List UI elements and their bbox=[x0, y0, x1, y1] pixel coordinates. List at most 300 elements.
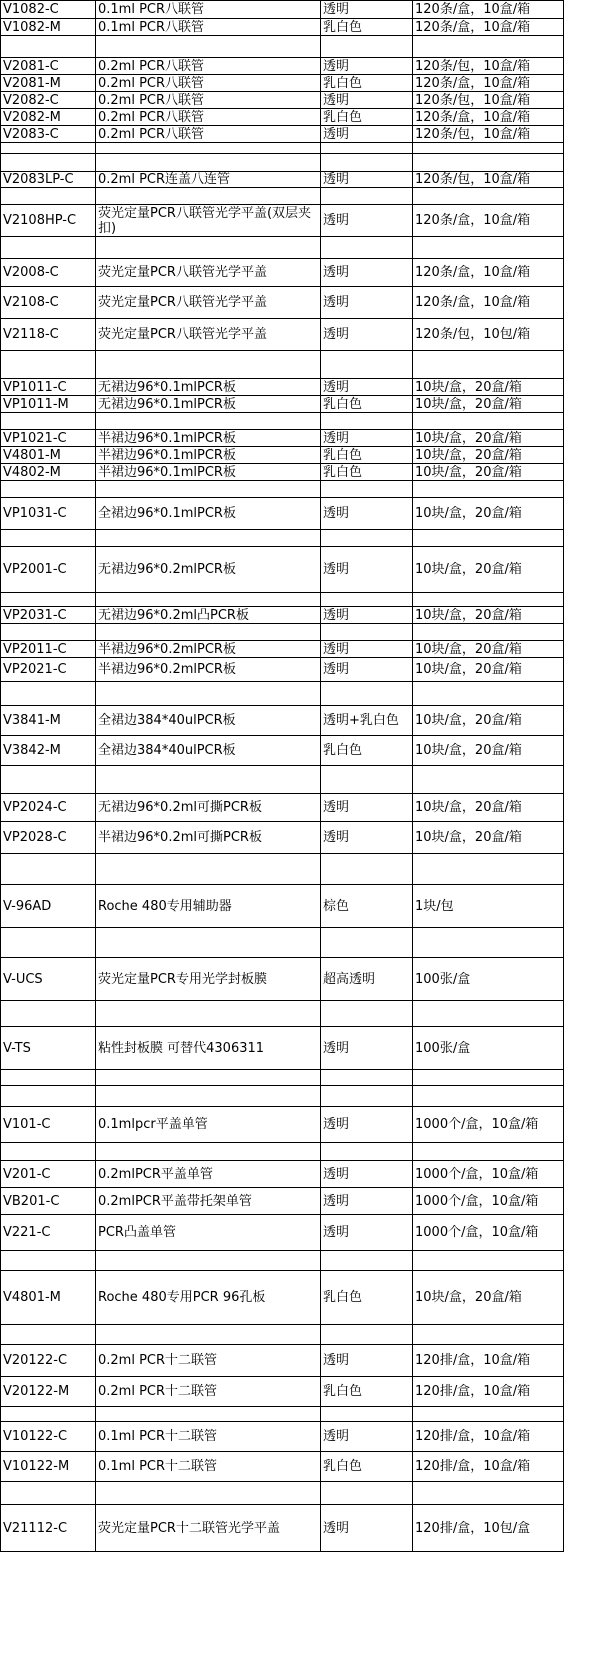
product-code-cell: V2081-M bbox=[1, 75, 96, 92]
packaging-cell bbox=[413, 766, 564, 794]
packaging-cell: 10块/盒，20盒/箱 bbox=[413, 607, 564, 624]
product-color-cell bbox=[321, 188, 413, 205]
product-rows bbox=[1, 1, 564, 1552]
product-color-cell bbox=[321, 530, 413, 547]
product-color-cell: 透明 bbox=[321, 607, 413, 624]
packaging-cell: 120条/包，10盒/箱 bbox=[413, 172, 564, 188]
product-code-cell: VP2011-C bbox=[1, 641, 96, 658]
product-color-cell: 乳白色 bbox=[321, 447, 413, 464]
table-row bbox=[1, 464, 564, 481]
packaging-cell: 120条/盒，10盒/箱 bbox=[413, 287, 564, 319]
product-color-cell bbox=[321, 237, 413, 259]
product-code-cell: V4802-M bbox=[1, 464, 96, 481]
product-name-cell: 0.1ml PCR十二联管 bbox=[96, 1422, 321, 1452]
empty-table-row bbox=[1, 1251, 564, 1271]
product-name-cell: 荧光定量PCR专用光学封板膜 bbox=[96, 958, 321, 1001]
packaging-cell: 10块/盒，20盒/箱 bbox=[413, 736, 564, 766]
product-name-cell bbox=[96, 188, 321, 205]
packaging-cell: 120条/包，10盒/箱 bbox=[413, 92, 564, 109]
empty-table-row bbox=[1, 237, 564, 259]
product-code-cell bbox=[1, 154, 96, 172]
product-color-cell: 透明 bbox=[321, 794, 413, 822]
product-code-cell: V1082-C bbox=[1, 1, 96, 19]
packaging-cell bbox=[413, 928, 564, 958]
packaging-cell bbox=[413, 1143, 564, 1161]
empty-table-row bbox=[1, 351, 564, 379]
product-name-cell bbox=[96, 237, 321, 259]
product-color-cell: 透明 bbox=[321, 172, 413, 188]
product-name-cell bbox=[96, 351, 321, 379]
empty-table-row bbox=[1, 593, 564, 607]
product-name-cell: Roche 480专用辅助器 bbox=[96, 885, 321, 928]
product-code-cell bbox=[1, 766, 96, 794]
packaging-cell bbox=[413, 154, 564, 172]
product-color-cell bbox=[321, 766, 413, 794]
empty-table-row bbox=[1, 1325, 564, 1345]
packaging-cell: 10块/盒，20盒/箱 bbox=[413, 498, 564, 530]
product-color-cell bbox=[321, 351, 413, 379]
packaging-cell bbox=[413, 1086, 564, 1107]
packaging-cell: 120条/盒，10盒/箱 bbox=[413, 109, 564, 126]
product-color-cell bbox=[321, 854, 413, 885]
product-color-cell: 透明 bbox=[321, 1161, 413, 1188]
table-row bbox=[1, 1377, 564, 1407]
table-row bbox=[1, 319, 564, 351]
empty-table-row bbox=[1, 1143, 564, 1161]
table-row bbox=[1, 885, 564, 928]
product-color-cell: 乳白色 bbox=[321, 736, 413, 766]
product-color-cell: 透明 bbox=[321, 822, 413, 854]
product-name-cell: 0.2ml PCR连盖八连管 bbox=[96, 172, 321, 188]
product-code-cell: V2118-C bbox=[1, 319, 96, 351]
product-name-cell: 0.1ml PCR八联管 bbox=[96, 1, 321, 19]
product-name-cell: 0.2mlPCR平盖单管 bbox=[96, 1161, 321, 1188]
product-name-cell: 半裙边96*0.1mlPCR板 bbox=[96, 430, 321, 447]
table-row bbox=[1, 607, 564, 624]
packaging-cell: 10块/盒，20盒/箱 bbox=[413, 430, 564, 447]
product-code-cell bbox=[1, 1482, 96, 1505]
packaging-cell bbox=[413, 1001, 564, 1027]
product-color-cell: 透明 bbox=[321, 1215, 413, 1251]
packaging-cell bbox=[413, 530, 564, 547]
product-color-cell bbox=[321, 1001, 413, 1027]
packaging-cell bbox=[413, 413, 564, 430]
product-code-cell: V101-C bbox=[1, 1107, 96, 1143]
table-row bbox=[1, 430, 564, 447]
table-row bbox=[1, 92, 564, 109]
product-code-cell: V2108HP-C bbox=[1, 205, 96, 237]
packaging-cell: 120条/包，10包/箱 bbox=[413, 319, 564, 351]
product-color-cell bbox=[321, 682, 413, 706]
empty-table-row bbox=[1, 143, 564, 154]
empty-table-row bbox=[1, 1407, 564, 1422]
packaging-cell: 120条/盒，10盒/箱 bbox=[413, 19, 564, 36]
table-row bbox=[1, 547, 564, 593]
table-row bbox=[1, 126, 564, 143]
product-color-cell: 透明 bbox=[321, 1, 413, 19]
product-color-cell: 乳白色 bbox=[321, 396, 413, 413]
product-color-cell: 超高透明 bbox=[321, 958, 413, 1001]
packaging-cell bbox=[413, 682, 564, 706]
product-name-cell: 半裙边96*0.1mlPCR板 bbox=[96, 464, 321, 481]
product-code-cell bbox=[1, 188, 96, 205]
product-name-cell bbox=[96, 624, 321, 641]
table-row bbox=[1, 1452, 564, 1482]
product-color-cell: 透明+乳白色 bbox=[321, 706, 413, 736]
product-code-cell: V2081-C bbox=[1, 58, 96, 75]
product-code-cell: VP1031-C bbox=[1, 498, 96, 530]
empty-table-row bbox=[1, 928, 564, 958]
product-code-cell: VB201-C bbox=[1, 1188, 96, 1215]
packaging-cell bbox=[413, 481, 564, 498]
product-name-cell: 0.2ml PCR十二联管 bbox=[96, 1377, 321, 1407]
product-code-cell: V20122-C bbox=[1, 1345, 96, 1377]
packaging-cell: 120条/盒，10盒/箱 bbox=[413, 259, 564, 287]
product-code-cell: V221-C bbox=[1, 1215, 96, 1251]
empty-table-row bbox=[1, 854, 564, 885]
product-color-cell: 透明 bbox=[321, 92, 413, 109]
product-color-cell: 透明 bbox=[321, 1505, 413, 1552]
product-code-cell bbox=[1, 481, 96, 498]
product-code-cell bbox=[1, 1086, 96, 1107]
product-code-cell bbox=[1, 1251, 96, 1271]
product-code-cell: VP2024-C bbox=[1, 794, 96, 822]
product-color-cell: 乳白色 bbox=[321, 19, 413, 36]
product-name-cell: 荧光定量PCR十二联管光学平盖 bbox=[96, 1505, 321, 1552]
product-code-cell: V2082-C bbox=[1, 92, 96, 109]
product-code-cell: V2082-M bbox=[1, 109, 96, 126]
empty-table-row bbox=[1, 154, 564, 172]
product-name-cell bbox=[96, 1001, 321, 1027]
table-row bbox=[1, 396, 564, 413]
product-code-cell bbox=[1, 624, 96, 641]
packaging-cell bbox=[413, 188, 564, 205]
product-color-cell: 乳白色 bbox=[321, 464, 413, 481]
product-name-cell: 0.2ml PCR八联管 bbox=[96, 109, 321, 126]
packaging-cell: 100张/盒 bbox=[413, 958, 564, 1001]
product-name-cell: 半裙边96*0.2mlPCR板 bbox=[96, 658, 321, 682]
product-name-cell: 粘性封板膜 可替代4306311 bbox=[96, 1027, 321, 1070]
product-name-cell: 荧光定量PCR八联管光学平盖(双层夹扣) bbox=[96, 205, 321, 237]
product-name-cell: 0.2ml PCR八联管 bbox=[96, 126, 321, 143]
packaging-cell: 10块/盒，20盒/箱 bbox=[413, 464, 564, 481]
product-name-cell: 无裙边96*0.2ml凸PCR板 bbox=[96, 607, 321, 624]
product-name-cell: 半裙边96*0.2ml可撕PCR板 bbox=[96, 822, 321, 854]
empty-table-row bbox=[1, 188, 564, 205]
packaging-cell: 1000个/盒，10盒/箱 bbox=[413, 1188, 564, 1215]
table-row bbox=[1, 706, 564, 736]
product-code-cell: VP2028-C bbox=[1, 822, 96, 854]
packaging-cell: 1000个/盒，10盒/箱 bbox=[413, 1107, 564, 1143]
product-color-cell: 乳白色 bbox=[321, 109, 413, 126]
table-row bbox=[1, 172, 564, 188]
product-color-cell bbox=[321, 1086, 413, 1107]
product-name-cell bbox=[96, 1482, 321, 1505]
product-name-cell bbox=[96, 154, 321, 172]
product-code-cell bbox=[1, 413, 96, 430]
product-name-cell: 无裙边96*0.2ml可撕PCR板 bbox=[96, 794, 321, 822]
product-name-cell bbox=[96, 593, 321, 607]
product-color-cell bbox=[321, 1407, 413, 1422]
packaging-cell: 120排/盒，10包/盒 bbox=[413, 1505, 564, 1552]
packaging-cell: 1块/包 bbox=[413, 885, 564, 928]
product-name-cell: 0.2mlPCR平盖带托架单管 bbox=[96, 1188, 321, 1215]
table-row bbox=[1, 1161, 564, 1188]
product-code-cell: V4801-M bbox=[1, 1271, 96, 1325]
product-code-cell: V2083-C bbox=[1, 126, 96, 143]
packaging-cell: 10块/盒，20盒/箱 bbox=[413, 822, 564, 854]
packaging-cell: 120条/包，10盒/箱 bbox=[413, 58, 564, 75]
packaging-cell bbox=[413, 36, 564, 58]
product-color-cell: 透明 bbox=[321, 379, 413, 396]
product-color-cell: 透明 bbox=[321, 658, 413, 682]
product-color-cell bbox=[321, 1070, 413, 1086]
product-color-cell bbox=[321, 143, 413, 154]
product-name-cell: 全裙边96*0.1mlPCR板 bbox=[96, 498, 321, 530]
product-color-cell: 透明 bbox=[321, 287, 413, 319]
empty-table-row bbox=[1, 413, 564, 430]
product-name-cell bbox=[96, 143, 321, 154]
product-code-cell: V2108-C bbox=[1, 287, 96, 319]
table-row bbox=[1, 1027, 564, 1070]
product-name-cell: 无裙边96*0.1mlPCR板 bbox=[96, 396, 321, 413]
product-code-cell bbox=[1, 36, 96, 58]
product-name-cell bbox=[96, 766, 321, 794]
table-row bbox=[1, 1, 564, 19]
product-name-cell: 无裙边96*0.2mlPCR板 bbox=[96, 547, 321, 593]
product-name-cell: 全裙边384*40ulPCR板 bbox=[96, 736, 321, 766]
product-color-cell: 透明 bbox=[321, 58, 413, 75]
product-name-cell: 0.2ml PCR八联管 bbox=[96, 58, 321, 75]
product-name-cell: 荧光定量PCR八联管光学平盖 bbox=[96, 259, 321, 287]
empty-table-row bbox=[1, 1001, 564, 1027]
product-name-cell: 半裙边96*0.2mlPCR板 bbox=[96, 641, 321, 658]
product-color-cell: 透明 bbox=[321, 498, 413, 530]
product-name-cell bbox=[96, 413, 321, 430]
product-code-cell: VP1011-C bbox=[1, 379, 96, 396]
product-code-cell bbox=[1, 593, 96, 607]
packaging-cell bbox=[413, 237, 564, 259]
product-name-cell: 全裙边384*40ulPCR板 bbox=[96, 706, 321, 736]
table-row bbox=[1, 1505, 564, 1552]
packaging-cell bbox=[413, 624, 564, 641]
product-code-cell: VP1021-C bbox=[1, 430, 96, 447]
packaging-cell: 1000个/盒，10盒/箱 bbox=[413, 1161, 564, 1188]
product-color-cell: 透明 bbox=[321, 430, 413, 447]
packaging-cell: 120排/盒，10盒/箱 bbox=[413, 1422, 564, 1452]
product-color-cell: 透明 bbox=[321, 547, 413, 593]
table-row bbox=[1, 658, 564, 682]
product-code-cell: VP1011-M bbox=[1, 396, 96, 413]
product-color-cell: 透明 bbox=[321, 1188, 413, 1215]
packaging-cell: 100张/盒 bbox=[413, 1027, 564, 1070]
table-row bbox=[1, 498, 564, 530]
product-name-cell bbox=[96, 481, 321, 498]
packaging-cell: 10块/盒，20盒/箱 bbox=[413, 379, 564, 396]
product-name-cell: 荧光定量PCR八联管光学平盖 bbox=[96, 319, 321, 351]
product-name-cell: 0.2ml PCR八联管 bbox=[96, 92, 321, 109]
product-code-cell: V10122-C bbox=[1, 1422, 96, 1452]
packaging-cell: 10块/盒，20盒/箱 bbox=[413, 1271, 564, 1325]
packaging-cell: 1000个/盒，10盒/箱 bbox=[413, 1215, 564, 1251]
table-row bbox=[1, 75, 564, 92]
product-color-cell bbox=[321, 36, 413, 58]
product-code-cell: V3841-M bbox=[1, 706, 96, 736]
packaging-cell: 10块/盒，20盒/箱 bbox=[413, 658, 564, 682]
packaging-cell bbox=[413, 1325, 564, 1345]
empty-table-row bbox=[1, 1482, 564, 1505]
packaging-cell: 10块/盒，20盒/箱 bbox=[413, 794, 564, 822]
table-row bbox=[1, 1215, 564, 1251]
product-code-cell bbox=[1, 854, 96, 885]
product-color-cell bbox=[321, 593, 413, 607]
product-code-cell: V3842-M bbox=[1, 736, 96, 766]
product-color-cell: 透明 bbox=[321, 1345, 413, 1377]
packaging-cell: 10块/盒，20盒/箱 bbox=[413, 396, 564, 413]
packaging-cell bbox=[413, 351, 564, 379]
product-code-cell: V201-C bbox=[1, 1161, 96, 1188]
product-color-cell: 透明 bbox=[321, 1422, 413, 1452]
packaging-cell: 120排/盒，10盒/箱 bbox=[413, 1452, 564, 1482]
product-code-cell: V2008-C bbox=[1, 259, 96, 287]
product-name-cell: 0.2ml PCR十二联管 bbox=[96, 1345, 321, 1377]
product-name-cell bbox=[96, 1086, 321, 1107]
product-color-cell bbox=[321, 1251, 413, 1271]
table-row bbox=[1, 958, 564, 1001]
product-name-cell: PCR凸盖单管 bbox=[96, 1215, 321, 1251]
product-color-cell bbox=[321, 1325, 413, 1345]
table-row bbox=[1, 794, 564, 822]
product-code-cell bbox=[1, 143, 96, 154]
table-row bbox=[1, 58, 564, 75]
product-color-cell: 透明 bbox=[321, 126, 413, 143]
product-code-cell bbox=[1, 530, 96, 547]
table-row bbox=[1, 1271, 564, 1325]
table-row bbox=[1, 641, 564, 658]
product-color-cell: 乳白色 bbox=[321, 1452, 413, 1482]
empty-table-row bbox=[1, 530, 564, 547]
product-code-cell: V21112-C bbox=[1, 1505, 96, 1552]
product-code-cell: V2083LP-C bbox=[1, 172, 96, 188]
empty-table-row bbox=[1, 624, 564, 641]
product-name-cell: Roche 480专用PCR 96孔板 bbox=[96, 1271, 321, 1325]
packaging-cell bbox=[413, 143, 564, 154]
packaging-cell: 120条/盒，10盒/箱 bbox=[413, 75, 564, 92]
product-name-cell bbox=[96, 1251, 321, 1271]
product-color-cell: 透明 bbox=[321, 205, 413, 237]
packaging-cell: 10块/盒，20盒/箱 bbox=[413, 447, 564, 464]
product-name-cell bbox=[96, 854, 321, 885]
packaging-cell: 120排/盒，10盒/箱 bbox=[413, 1377, 564, 1407]
product-name-cell: 无裙边96*0.1mlPCR板 bbox=[96, 379, 321, 396]
product-color-cell bbox=[321, 928, 413, 958]
product-name-cell: 0.1ml PCR八联管 bbox=[96, 19, 321, 36]
empty-table-row bbox=[1, 1086, 564, 1107]
table-row bbox=[1, 287, 564, 319]
product-color-cell: 乳白色 bbox=[321, 75, 413, 92]
product-code-cell bbox=[1, 1407, 96, 1422]
product-code-cell bbox=[1, 237, 96, 259]
product-color-cell: 透明 bbox=[321, 1107, 413, 1143]
table-row bbox=[1, 736, 564, 766]
product-code-cell bbox=[1, 351, 96, 379]
packaging-cell: 10块/盒，20盒/箱 bbox=[413, 547, 564, 593]
packaging-cell: 120条/包，10盒/箱 bbox=[413, 126, 564, 143]
product-color-cell: 透明 bbox=[321, 1027, 413, 1070]
product-name-cell: 荧光定量PCR八联管光学平盖 bbox=[96, 287, 321, 319]
product-code-cell bbox=[1, 928, 96, 958]
product-color-cell: 乳白色 bbox=[321, 1377, 413, 1407]
product-color-cell bbox=[321, 481, 413, 498]
product-code-cell: V-TS bbox=[1, 1027, 96, 1070]
table-row bbox=[1, 205, 564, 237]
product-code-cell: VP2021-C bbox=[1, 658, 96, 682]
product-name-cell: 0.1ml PCR十二联管 bbox=[96, 1452, 321, 1482]
product-name-cell bbox=[96, 1070, 321, 1086]
empty-table-row bbox=[1, 766, 564, 794]
packaging-cell bbox=[413, 1070, 564, 1086]
product-color-cell: 透明 bbox=[321, 641, 413, 658]
table-row bbox=[1, 1422, 564, 1452]
product-code-cell bbox=[1, 1143, 96, 1161]
product-code-cell bbox=[1, 1070, 96, 1086]
packaging-cell: 10块/盒，20盒/箱 bbox=[413, 641, 564, 658]
product-code-cell: VP2031-C bbox=[1, 607, 96, 624]
packaging-cell: 10块/盒，20盒/箱 bbox=[413, 706, 564, 736]
packaging-cell bbox=[413, 854, 564, 885]
product-color-cell bbox=[321, 1143, 413, 1161]
product-code-cell: V1082-M bbox=[1, 19, 96, 36]
packaging-cell bbox=[413, 1482, 564, 1505]
table-row bbox=[1, 19, 564, 36]
product-name-cell bbox=[96, 682, 321, 706]
product-code-cell bbox=[1, 1001, 96, 1027]
product-color-cell bbox=[321, 624, 413, 641]
table-row bbox=[1, 379, 564, 396]
product-code-cell: V10122-M bbox=[1, 1452, 96, 1482]
product-code-cell bbox=[1, 1325, 96, 1345]
product-code-cell: VP2001-C bbox=[1, 547, 96, 593]
table-row bbox=[1, 1188, 564, 1215]
packaging-cell bbox=[413, 593, 564, 607]
packaging-cell: 120条/盒，10盒/箱 bbox=[413, 205, 564, 237]
product-name-cell bbox=[96, 1325, 321, 1345]
product-name-cell bbox=[96, 1407, 321, 1422]
empty-table-row bbox=[1, 36, 564, 58]
empty-table-row bbox=[1, 682, 564, 706]
table-row bbox=[1, 822, 564, 854]
product-name-cell bbox=[96, 1143, 321, 1161]
product-code-cell: V4801-M bbox=[1, 447, 96, 464]
product-name-cell bbox=[96, 530, 321, 547]
product-name-cell: 半裙边96*0.1mlPCR板 bbox=[96, 447, 321, 464]
packaging-cell: 120条/盒，10盒/箱 bbox=[413, 1, 564, 19]
empty-table-row bbox=[1, 1070, 564, 1086]
product-code-cell: V-UCS bbox=[1, 958, 96, 1001]
packaging-cell bbox=[413, 1407, 564, 1422]
product-code-cell: V-96AD bbox=[1, 885, 96, 928]
product-name-cell bbox=[96, 928, 321, 958]
product-color-cell bbox=[321, 1482, 413, 1505]
packaging-cell: 120排/盒，10盒/箱 bbox=[413, 1345, 564, 1377]
product-color-cell bbox=[321, 413, 413, 430]
product-color-cell: 棕色 bbox=[321, 885, 413, 928]
product-name-cell: 0.1mlpcr平盖单管 bbox=[96, 1107, 321, 1143]
product-name-cell bbox=[96, 36, 321, 58]
table-row bbox=[1, 447, 564, 464]
table-row bbox=[1, 1107, 564, 1143]
product-name-cell: 0.2ml PCR八联管 bbox=[96, 75, 321, 92]
